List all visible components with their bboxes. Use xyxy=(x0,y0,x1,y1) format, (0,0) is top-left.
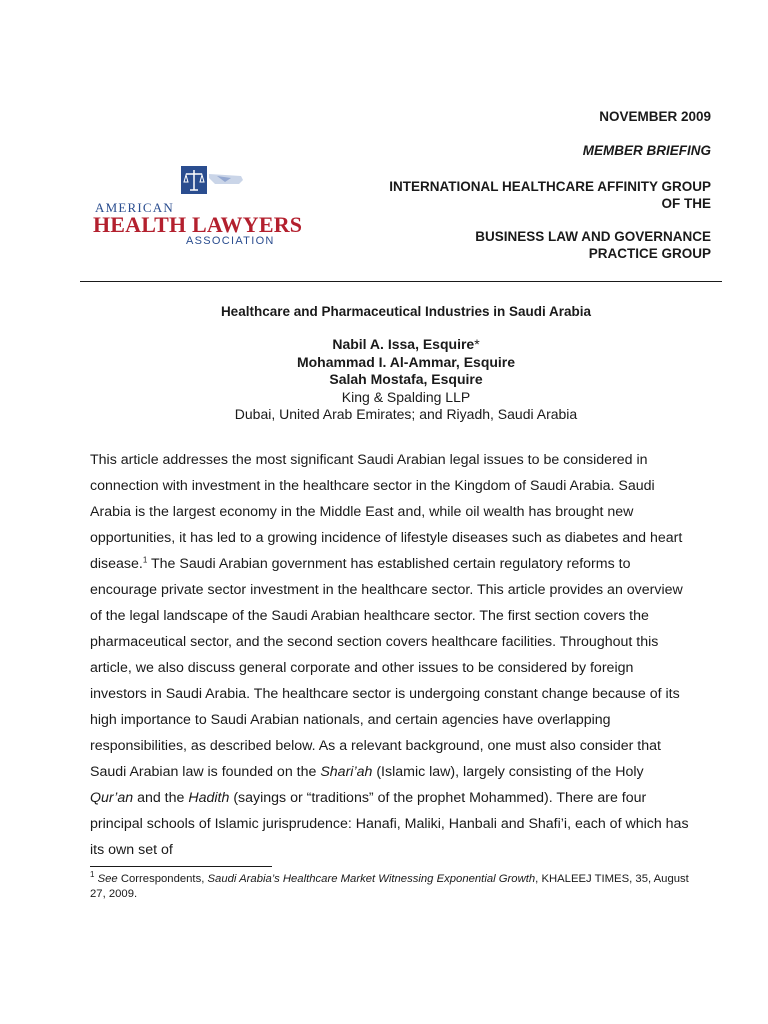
practice-group-line1: BUSINESS LAW AND GOVERNANCE xyxy=(475,229,711,244)
author-1-name: Nabil A. Issa, Esquire xyxy=(332,336,475,352)
author-2: Mohammad I. Al-Ammar, Esquire xyxy=(296,353,516,370)
affinity-group-line2: OF THE xyxy=(661,196,711,211)
author-3: Salah Mostafa, Esquire xyxy=(329,371,483,387)
aha-logo xyxy=(93,162,303,252)
header-divider xyxy=(80,281,722,282)
briefing-type: MEMBER BRIEFING xyxy=(582,143,711,158)
body-text-part-4: and the xyxy=(133,790,189,806)
body-paragraph xyxy=(90,447,690,863)
scales-of-justice-icon xyxy=(181,162,247,196)
logo-association-text: ASSOCIATION xyxy=(186,235,275,247)
body-text-part-5: (sayings or “traditions” of the prophet Mohammed). There are four principal schools of Islamic jurisprudence: Hanafi, Maliki, Hanbali and Shafi’i, each of which has its own set of xyxy=(90,790,689,858)
body-text-part-3: (Islamic law), largely consisting of the Holy xyxy=(372,764,644,780)
footnote-source: Correspondents, xyxy=(117,873,208,885)
footnote-see: See xyxy=(97,873,118,885)
author-block xyxy=(80,336,732,424)
footnote-divider xyxy=(90,866,272,867)
author-1-mark: * xyxy=(474,336,480,352)
body-text-part-2: The Saudi Arabian government has established certain regulatory reforms to encourage private sector investment in the healthcare sector. This article provides an overview of the legal landscape of the Saudi Arabian healthcare sector. The first section covers the pharmaceutical sector, and the second section covers healthcare facilities. Throughout this article, we also discuss general corporate and other issues to be considered by foreign investors in Saudi Arabia. The healthcare sector is undergoing constant change because of its high importance to Saudi Arabian nationals, and certain agencies have overlapping responsibilities, as described below. As a relevant background, one must also consider that Saudi Arabian law is founded on the xyxy=(90,556,683,780)
briefing-date: NOVEMBER 2009 xyxy=(599,109,711,124)
affinity-group-heading xyxy=(389,178,711,212)
term-quran: Qur’an xyxy=(90,790,134,806)
practice-group-line2: PRACTICE GROUP xyxy=(588,246,711,261)
footnote-1 xyxy=(90,872,690,902)
firm-location: Dubai, United Arab Emirates; and Riyadh, Saudi Arabia xyxy=(234,406,578,422)
footnote-article-title: Saudi Arabia’s Healthcare Market Witnessing Exponential Growth xyxy=(207,873,536,885)
footnote-publication: , KHALEEJ TIMES, 35, August 27, 2009. xyxy=(90,873,689,900)
logo-health-lawyers-text: HEALTH LAWYERS xyxy=(93,212,303,237)
term-shariah: Shari’ah xyxy=(320,764,373,780)
term-hadith: Hadith xyxy=(188,790,230,806)
footnote-ref-1[interactable]: 1 xyxy=(142,555,148,565)
law-firm: King & Spalding LLP xyxy=(341,388,471,405)
affinity-group-line1: INTERNATIONAL HEALTHCARE AFFINITY GROUP xyxy=(389,179,711,194)
author-1 xyxy=(80,336,732,354)
footnote-number: 1 xyxy=(90,870,95,880)
logo-american-text: AMERICAN xyxy=(95,200,174,215)
practice-group-heading xyxy=(475,228,711,262)
body-text-part-1: This article addresses the most significant Saudi Arabian legal issues to be considered in connection with investment in the healthcare sector in the Kingdom of Saudi Arabia. Saudi Arabia is the largest economy in the Middle East and, while oil wealth has brought new opportunities, it has led to a growing incidence of lifestyle diseases such as diabetes and heart disease. xyxy=(90,452,683,572)
article-title: Healthcare and Pharmaceutical Industries in Saudi Arabia xyxy=(220,304,592,319)
